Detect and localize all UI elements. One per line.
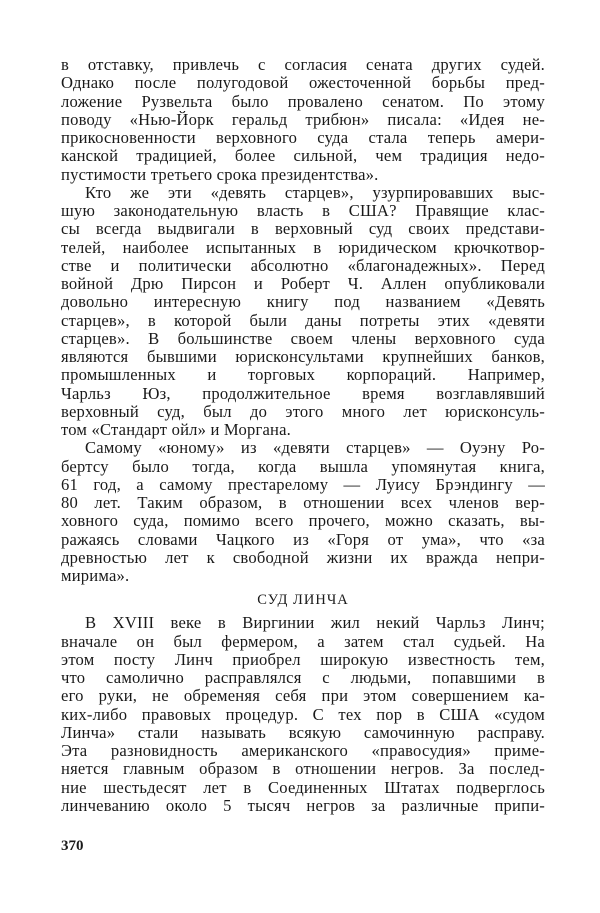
text-line: старцев», в которой были даны потреты этих «девяти (61, 311, 545, 330)
text-line: являются бывшими юрисконсультами крупнейших банков, (61, 348, 545, 366)
text-line: старцев». В большинстве своем члены верховного суда (61, 329, 545, 348)
text-line: ражаясь словами Чацкого из «Горя от ума», что «за (61, 530, 545, 549)
text-line: В XVIII веке в Виргинии жил некий Чарльз Линч; (85, 614, 545, 633)
paragraph (61, 184, 545, 440)
text-line: линчеванию около 5 тысяч негров за различные припи- (61, 796, 545, 815)
paragraph (61, 439, 545, 585)
text-line: его руки, не обременяя себя при этом совершением ка- (61, 687, 545, 706)
text-line: ложение Рузвельта было провалено сенатом. По этому (61, 92, 545, 111)
text-line: Самому «юному» из «девяти старцев» — Оуэну Ро- (85, 439, 545, 458)
text-line: что самолично расправлялся с людьми, попавшими в (61, 669, 545, 687)
text-line: поводу «Нью-Йорк геральд трибюн» писала: «Идея не- (61, 110, 545, 129)
text-line: ких-либо правовых процедур. С тех пор в США «судом (61, 705, 545, 724)
text-line: телей, наиболее испытанных в юридическом крючкотвор- (61, 238, 545, 257)
text-line: в отставку, привлечь с согласия сената других судей. (61, 56, 545, 74)
page-body (61, 56, 545, 815)
text-line: ние шестьдесят лет в Соединенных Штатах подверглось (61, 778, 545, 797)
text-line: Эта разновидность американского «правосудия» приме- (61, 742, 545, 760)
text-line: Чарльз Юз, продолжительное время возглавлявший (61, 384, 545, 403)
text-line: прикосновенности верховного суда стала теперь амери- (61, 129, 545, 147)
text-block-bottom (61, 614, 545, 815)
text-line: Однако после полугодовой ожесточенной борьбы пред- (61, 74, 545, 93)
text-line: Кто же эти «девять старцев», узурпировавших выс- (85, 183, 545, 202)
text-block-top (61, 56, 545, 585)
text-line: шую законодательную власть в США? Правящие клас- (61, 202, 545, 220)
section-heading: СУД ЛИНЧА (257, 592, 349, 609)
text-line: стве и политически абсолютно «благонадежных». Перед (61, 256, 545, 275)
text-line: Линча» стали называть всякую самочинную расправу. (61, 723, 545, 742)
text-line: няется главным образом в отношении негров. За послед- (61, 760, 545, 779)
page-number: 370 (61, 838, 84, 854)
text-line: 61 год, а самому престарелому — Луису Брэндингу — (61, 475, 545, 494)
text-line: бертсу было тогда, когда вышла упомянутая книга, (61, 457, 545, 476)
text-line: древностью лет к свободной жизни их вражда непри- (61, 548, 545, 567)
text-line: ховного суда, помимо всего прочего, можно сказать, вы- (61, 512, 545, 531)
text-line: вначале он был фермером, а затем стал судьей. На (61, 632, 545, 651)
text-line: промышленных и торговых корпораций. Например, (61, 366, 545, 385)
text-line: 80 лет. Таким образом, в отношении всех членов вер- (61, 494, 545, 512)
paragraph (61, 614, 545, 815)
paragraph (61, 56, 545, 184)
text-line: сы всегда выдвигали в верховный суд своих представи- (61, 220, 545, 239)
text-line: пустимости третьего срока президентства». (61, 165, 379, 184)
text-line: этом посту Линч приобрел широкую известность тем, (61, 650, 545, 669)
text-line: верховный суд, был до этого много лет юрисконсуль- (61, 402, 545, 421)
text-line: том «Стандарт ойл» и Моргана. (61, 421, 292, 439)
text-line: войной Дрю Пирсон и Роберт Ч. Аллен опубликовали (61, 275, 545, 293)
text-line: канской традицией, более сильной, чем традиция недо- (61, 147, 545, 166)
text-line: довольно интересную книгу под названием «Девять (61, 293, 545, 312)
text-line: мирима». (61, 567, 130, 585)
